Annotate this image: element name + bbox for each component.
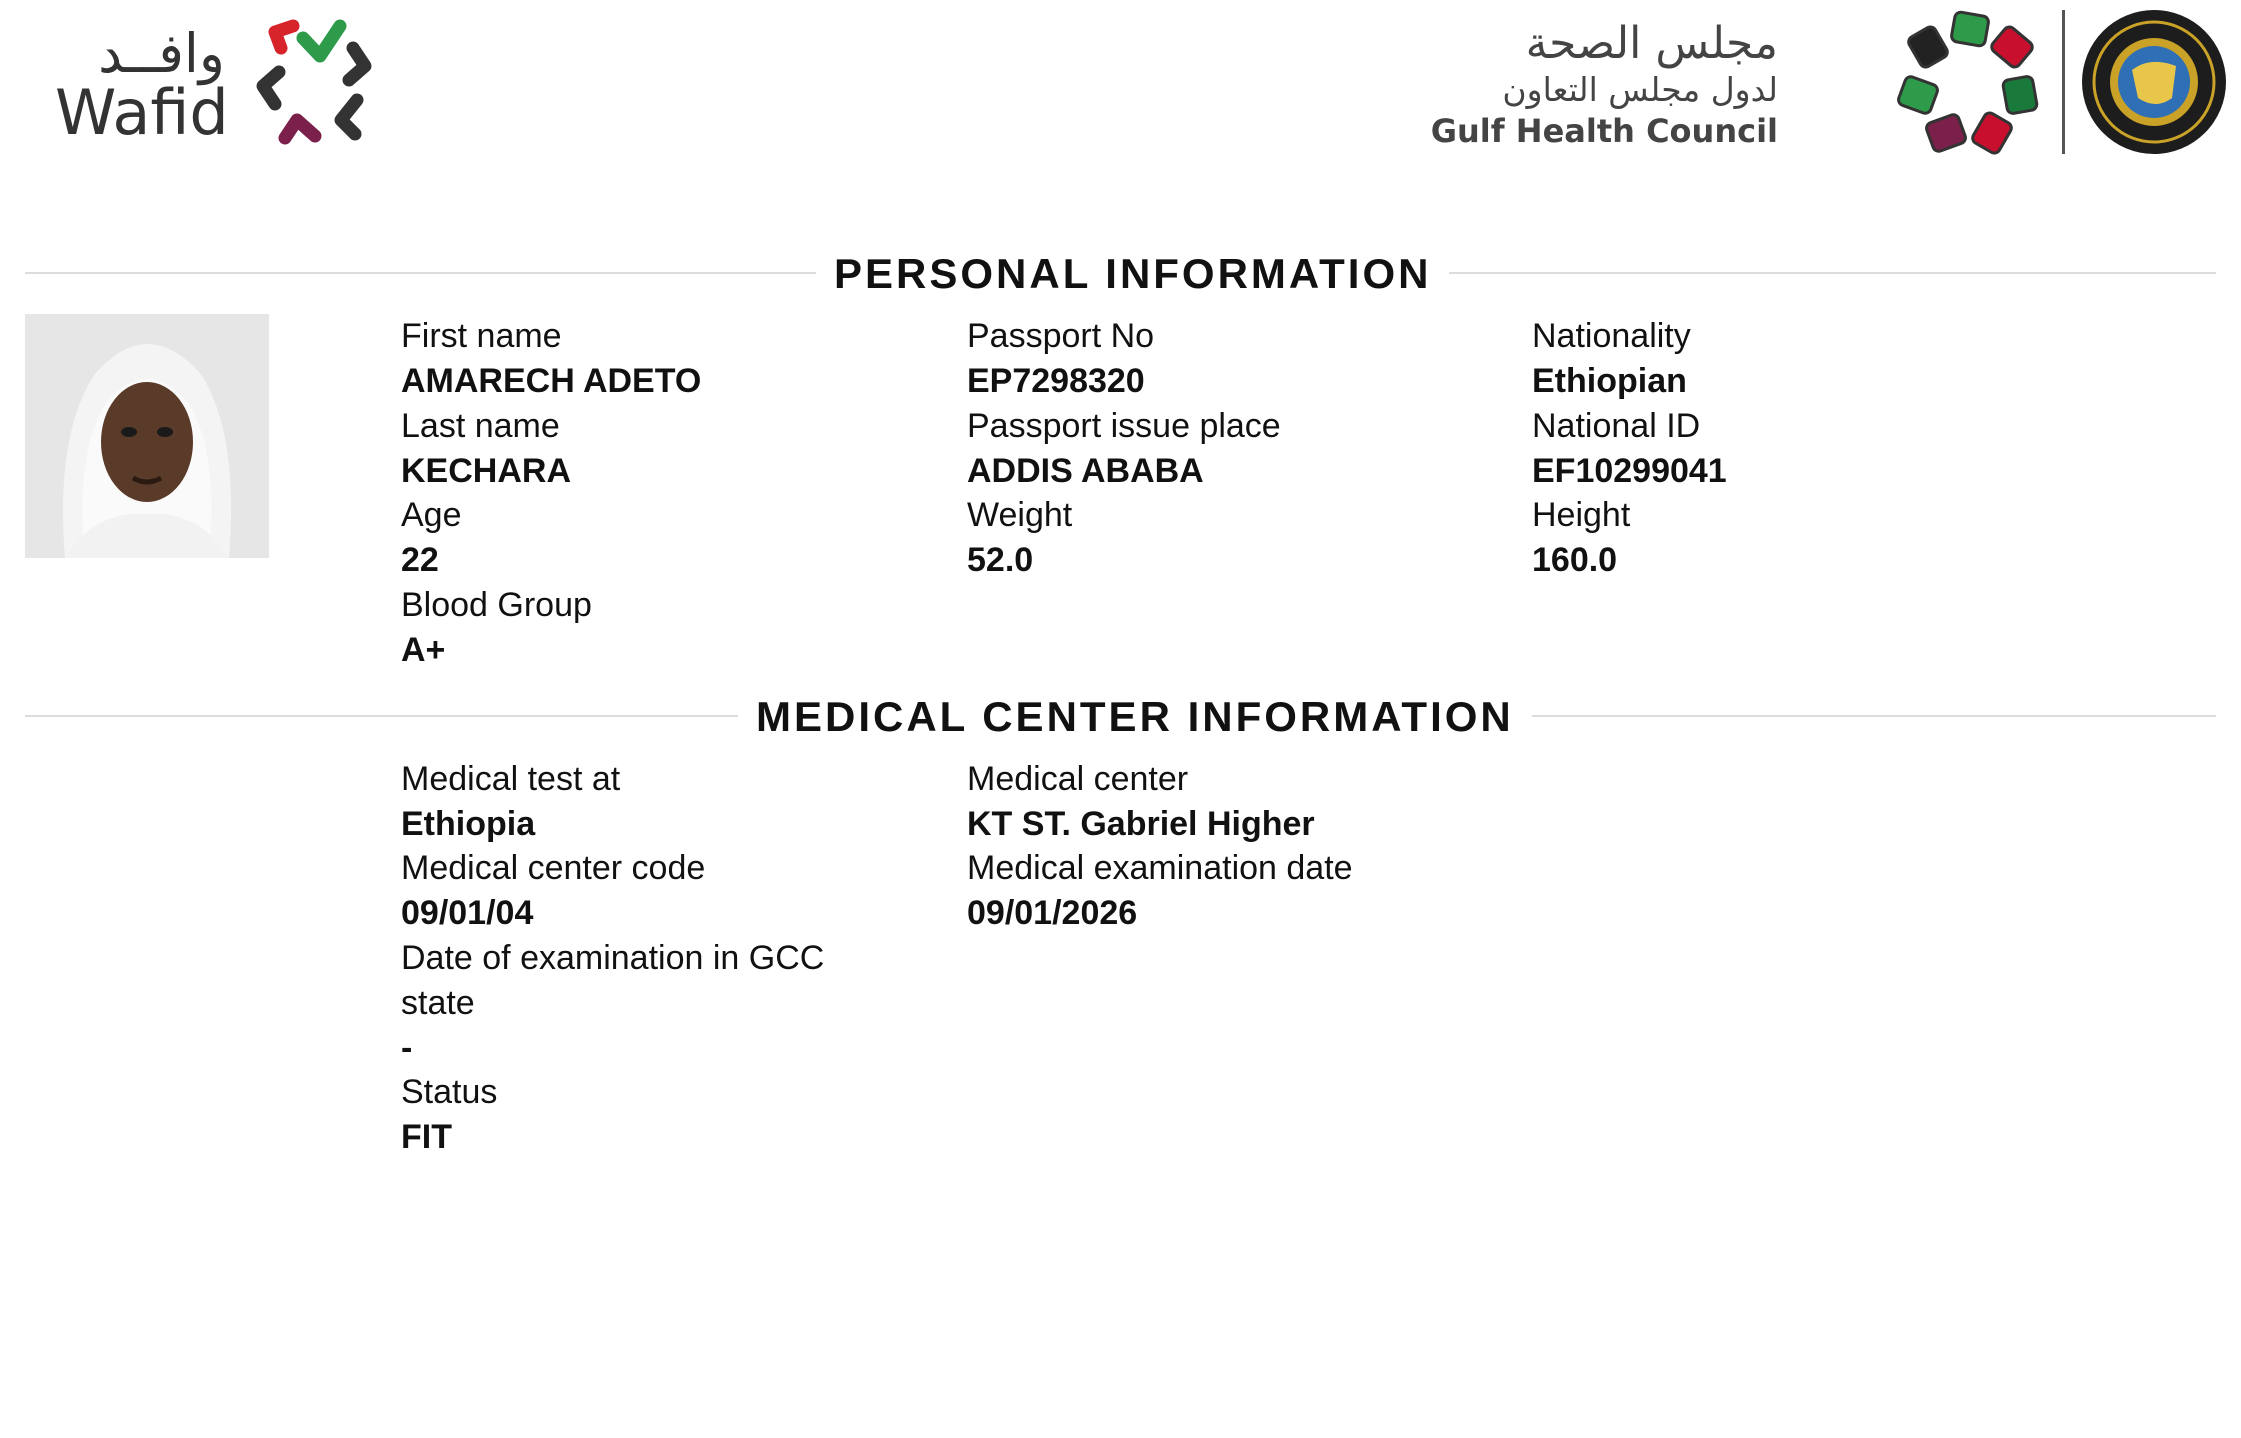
logo-divider — [2062, 10, 2065, 154]
gcc-exam-date-label-continued: state — [401, 984, 475, 1022]
blood-group-label: Blood Group — [401, 586, 592, 624]
passport-issue-place-value: ADDIS ABABA — [967, 452, 1204, 490]
status-value: FIT — [401, 1118, 452, 1156]
passport-issue-place-label: Passport issue place — [967, 407, 1281, 445]
height-label: Height — [1532, 496, 1631, 534]
medical-exam-date-label: Medical examination date — [967, 849, 1353, 887]
wafid-english-wordmark: Wafid — [55, 76, 229, 149]
wafid-logo — [55, 8, 400, 158]
height-value: 160.0 — [1532, 541, 1618, 579]
medical-center-information-heading: MEDICAL CENTER INFORMATION — [738, 693, 1532, 741]
gcc-seal-icon — [2080, 8, 2228, 156]
weight-label: Weight — [967, 496, 1073, 534]
personal-information-heading: PERSONAL INFORMATION — [816, 250, 1449, 298]
medical-test-at-label: Medical test at — [401, 760, 621, 798]
medical-center-value: KT ST. Gabriel Higher — [967, 805, 1315, 843]
ghc-arabic-line1: مجلس الصحة — [1525, 18, 1778, 69]
ghc-arabic-line2: لدول مجلس التعاون — [1502, 70, 1778, 109]
ghc-english-wordmark: Gulf Health Council — [1430, 112, 1778, 150]
medical-center-label: Medical center — [967, 760, 1189, 798]
wafid-arabic-wordmark: وافــد — [98, 22, 225, 85]
first-name-value: AMARECH ADETO — [401, 362, 702, 400]
medical-test-at-value: Ethiopia — [401, 805, 536, 843]
nationality-value: Ethiopian — [1532, 362, 1687, 400]
passport-no-label: Passport No — [967, 317, 1155, 355]
blood-group-value: A+ — [401, 631, 446, 669]
medical-center-code-value: 09/01/04 — [401, 894, 534, 932]
age-value: 22 — [401, 541, 439, 579]
gulf-health-council-logo — [1430, 8, 2230, 158]
nationality-label: Nationality — [1532, 317, 1691, 355]
last-name-value: KECHARA — [401, 452, 571, 490]
applicant-photo — [25, 314, 269, 558]
last-name-label: Last name — [401, 407, 560, 445]
medical-center-code-label: Medical center code — [401, 849, 706, 887]
medical-exam-date-value: 09/01/2026 — [967, 894, 1138, 932]
first-name-label: First name — [401, 317, 562, 355]
weight-value: 52.0 — [967, 541, 1034, 579]
age-label: Age — [401, 496, 462, 534]
gcc-exam-date-label: Date of examination in GCC — [401, 939, 825, 977]
wafid-star-icon — [245, 8, 395, 158]
gcc-exam-date-value: - — [401, 1029, 413, 1067]
status-label: Status — [401, 1073, 498, 1111]
flags-ring-icon — [1895, 8, 2045, 158]
national-id-value: EF10299041 — [1532, 452, 1727, 490]
passport-no-value: EP7298320 — [967, 362, 1145, 400]
national-id-label: National ID — [1532, 407, 1701, 445]
